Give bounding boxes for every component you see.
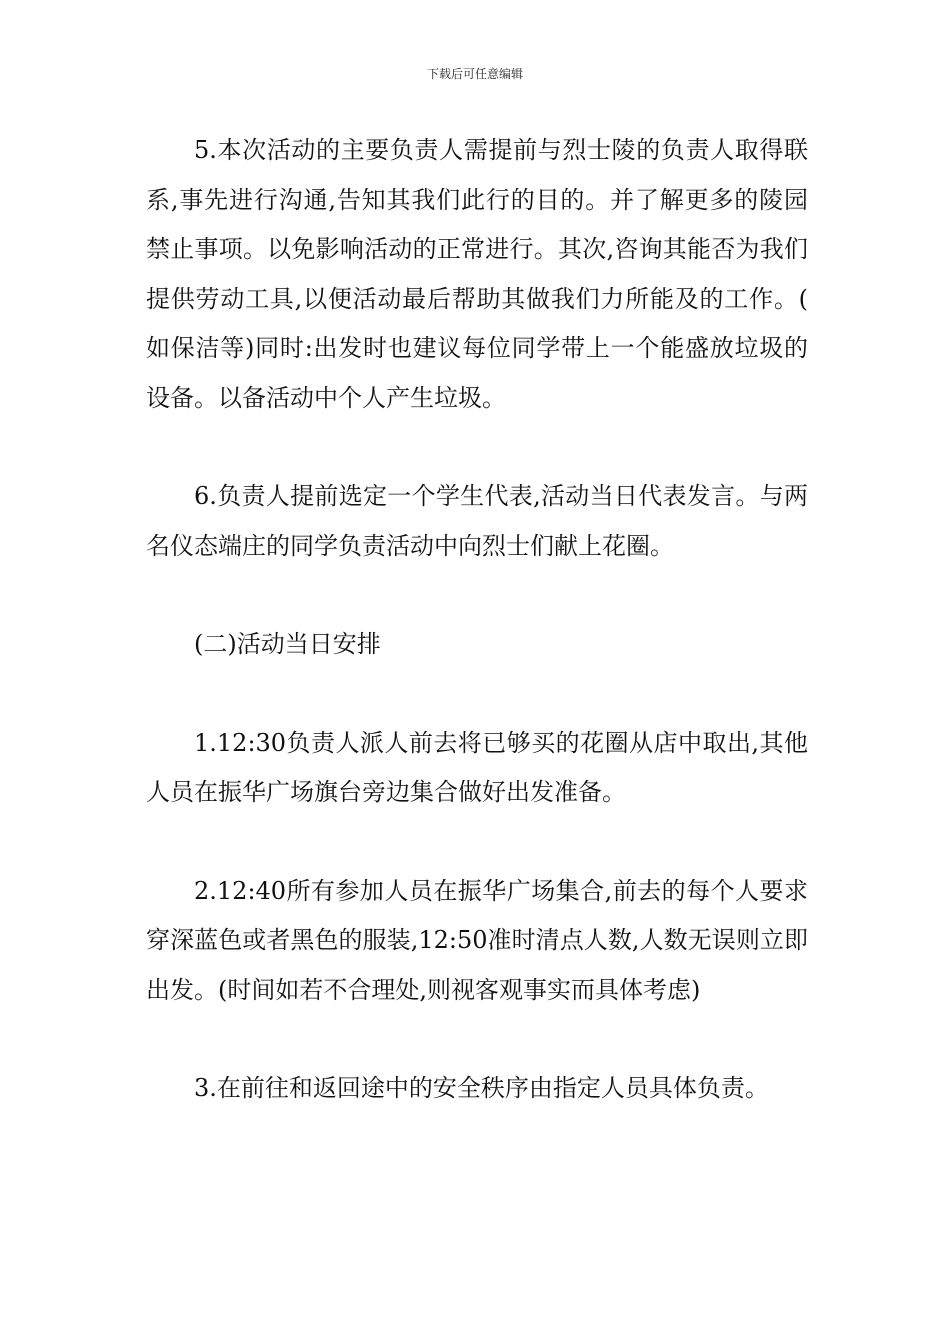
paragraph-item-6: 6.负责人提前选定一个学生代表,活动当日代表发言。与两名仪态端庄的同学负责活动中向烈士们献上花圈。 [146,482,808,560]
paragraph-item-3: 3.在前往和返回途中的安全秩序由指定人员具体负责。 [194,1074,769,1102]
paragraph-spacer [146,818,808,867]
paragraph-item-2: 2.12:40所有参加人员在振华广场集合,前去的每个人要求穿深蓝色或者黑色的服装,12:50准时清点人数,人数无误则立即出发。(时间如若不合理处,则视客观事实而具体考虑) [146,876,808,1004]
paragraph-spacer [146,1015,808,1064]
document-body [146,126,808,1114]
paragraph-spacer [146,670,808,719]
page-header-note: 下载后可任意编辑 [426,67,523,81]
paragraph-spacer [146,571,808,620]
paragraph-item-5: 5.本次活动的主要负责人需提前与烈士陵的负责人取得联系,事先进行沟通,告知其我们此行的目的。并了解更多的陵园禁止事项。以免影响活动的正常进行。其次,咨询其能否为我们提供劳动工具,以便活动最后帮助其做我们力所能及的工作。(如保洁等)同时:出发时也建议每位同学带上一个能盛放垃圾的设备。以备活动中个人产生垃圾。 [146,136,808,412]
paragraph-spacer [146,423,808,472]
paragraph-item-1: 1.12:30负责人派人前去将已够买的花圈从店中取出,其他人员在振华广场旗台旁边集合做好出发准备。 [146,728,808,806]
section-heading: (二)活动当日安排 [194,630,381,658]
